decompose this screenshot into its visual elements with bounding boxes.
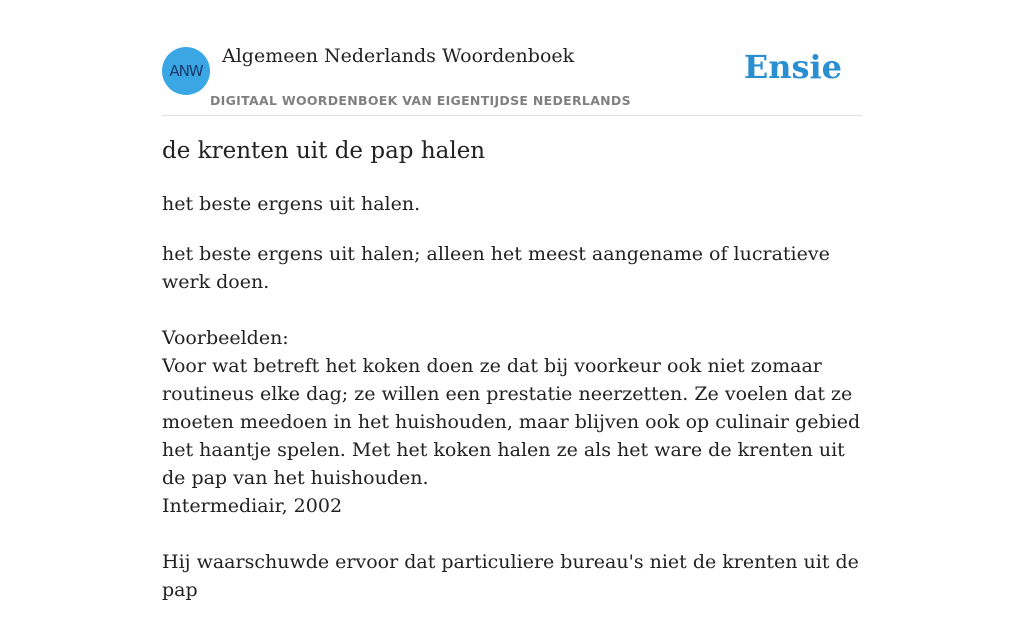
entry-term: de krenten uit de pap halen bbox=[162, 138, 486, 164]
short-definition: het beste ergens uit halen. bbox=[162, 193, 421, 215]
example-text: Voor wat betreft het koken doen ze dat bij voorkeur ook niet zomaar routineus elke dag; ze willen een prestatie neerzetten. Ze voelen dat ze moeten meedoen in het huishouden, maar blijven ook op culinair gebied het haantje spelen. Met het koken halen ze als het ware de krenten uit de pap van het huishouden. bbox=[162, 355, 861, 489]
example-text: Hij waarschuwde ervoor dat particuliere bureau's niet de krenten uit de pap bbox=[162, 551, 859, 601]
site-title[interactable]: Algemeen Nederlands Woordenboek bbox=[222, 45, 575, 67]
anw-logo[interactable]: ANW bbox=[162, 47, 210, 95]
site-subtitle: DIGITAAL WOORDENBOEK VAN EIGENTIJDSE NEDERLANDS bbox=[210, 93, 631, 108]
ensie-brand-logo[interactable]: Ensie bbox=[743, 48, 842, 86]
example-source: Intermediair, 2002 bbox=[162, 495, 343, 517]
example-block bbox=[162, 548, 872, 604]
long-definition-block bbox=[162, 240, 872, 632]
example-block bbox=[162, 324, 872, 520]
page-container bbox=[162, 0, 862, 601]
examples-label: Voorbeelden: bbox=[162, 327, 289, 349]
site-header bbox=[162, 0, 862, 116]
long-definition: het beste ergens uit halen; alleen het meest aangename of lucratieve werk doen. bbox=[162, 243, 830, 293]
